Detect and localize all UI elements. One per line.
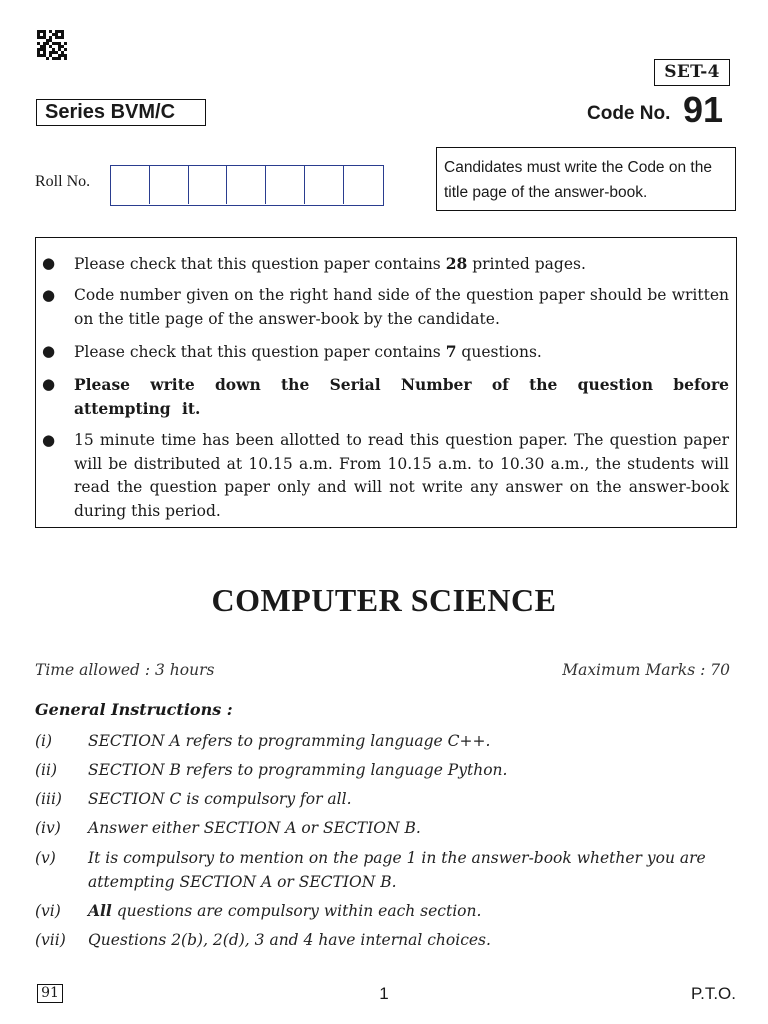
roll-number-cell[interactable] [344, 166, 383, 204]
bullet-icon: ● [42, 342, 56, 360]
roll-number-cell[interactable] [189, 166, 228, 204]
bullet-icon: ● [42, 254, 56, 272]
roll-number-cell[interactable] [266, 166, 305, 204]
page-number: 1 [379, 984, 389, 1003]
series-label: Series BVM/C [36, 99, 206, 126]
qr-code-icon [37, 30, 67, 60]
general-instructions-heading: General Instructions : [35, 700, 233, 719]
roll-number-cell[interactable] [305, 166, 344, 204]
maximum-marks: Maximum Marks : 70 [562, 661, 730, 679]
roll-number-label: Roll No. [35, 173, 91, 190]
roll-number-cell[interactable] [227, 166, 266, 204]
bullet-icon: ● [42, 431, 56, 449]
instructions-box: ● Please check that this question paper contains 28 printed pages. ● Code number given on the right hand side of the question paper should be written on the title page of the answer-book by the candidate. ● Please check that this question paper contains 7 questions. ● Please write down the Serial Number of the question before attempting it. ● 15 minute time has been allotted to read this question paper. The question paper will be distributed at 10.15 a.m. From 10.15 a.m. to 10.30 a.m., the students will read the question paper only and will not write any answer on the answer-book during this period. [35, 237, 737, 528]
roll-number-cell[interactable] [111, 166, 150, 204]
code-number: 91 [683, 89, 724, 130]
set-label: SET-4 [654, 59, 730, 86]
roll-number-cell[interactable] [150, 166, 189, 204]
pto-label: P.T.O. [690, 984, 736, 1003]
subject-title: COMPUTER SCIENCE [211, 582, 557, 618]
time-allowed: Time allowed : 3 hours [35, 661, 215, 679]
bullet-icon: ● [42, 286, 56, 304]
bullet-icon: ● [42, 375, 56, 393]
footer-code: 91 [37, 984, 63, 1003]
roll-number-boxes[interactable] [110, 165, 384, 206]
code-label: Code No. [587, 103, 671, 124]
candidates-note: Candidates must write the Code on the title page of the answer-book. [436, 147, 736, 211]
